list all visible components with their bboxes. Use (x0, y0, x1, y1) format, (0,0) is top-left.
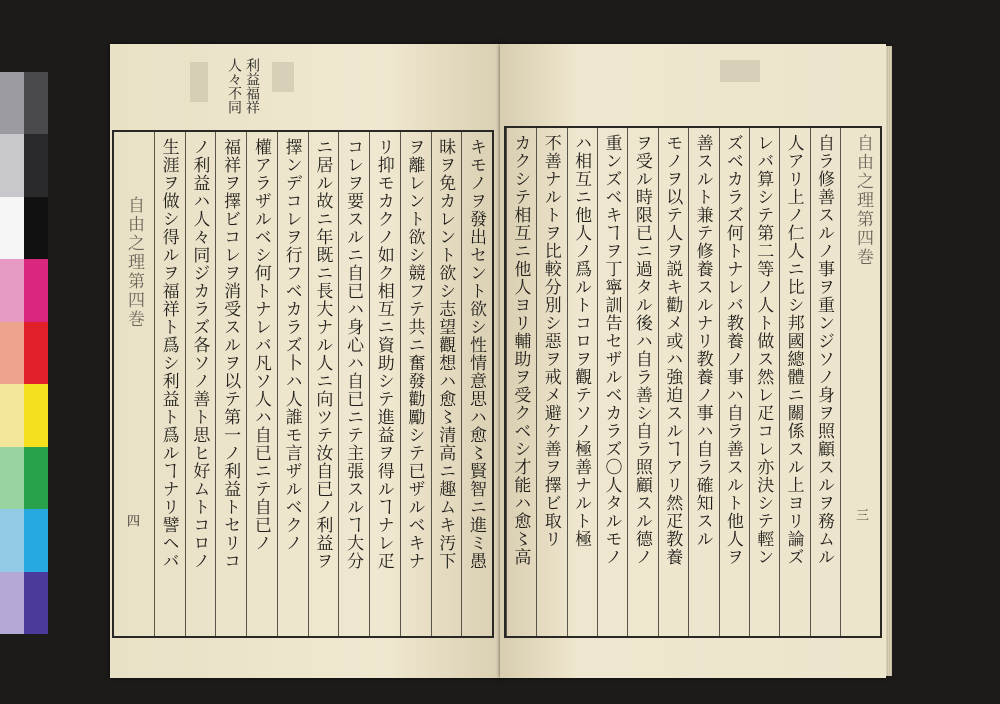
color-swatch (0, 259, 24, 321)
text-column: リ抑モカクノ如ク相互ニ資助シテ進益ヲ得ルヿナレ疋 (369, 132, 400, 636)
color-swatch (24, 447, 48, 509)
color-swatch (0, 509, 24, 571)
color-swatch (0, 572, 24, 634)
text-column: ズベカラズ何トナレバ教養ノ事ハ自ラ善スルト他人ヲ (719, 128, 749, 636)
color-swatch (24, 509, 48, 571)
text-column: 人アリ上ノ仁人ニ比シ邦國總體ニ關係スル上ヨリ論ズ (779, 128, 809, 636)
color-swatch (0, 322, 24, 384)
color-calibration-strip (0, 72, 48, 634)
color-swatch (24, 72, 48, 134)
left-page-text (154, 132, 492, 636)
color-swatch (0, 72, 24, 134)
headnote-line: 人々不同 (226, 58, 242, 114)
show-through-mark (720, 60, 760, 82)
color-strip-row (0, 572, 48, 634)
text-column: キモノヲ發出セント欲シ性情意思ハ愈〻賢智ニ進ミ愚 (461, 132, 492, 636)
color-strip-row (0, 72, 48, 134)
color-swatch (0, 197, 24, 259)
text-column: ハ相互ニ他人ノ爲ルトコロヲ觀テソノ極善ナルト極 (567, 128, 597, 636)
color-strip-row (0, 259, 48, 321)
headnote (226, 58, 260, 114)
text-column: モノヲ以テ人ヲ説キ勸メ或ハ強迫スルヿアリ然疋教養 (658, 128, 688, 636)
left-running-title: 自由之理第四巻 (124, 196, 144, 329)
text-column: 福祥ヲ擇ビコレヲ消受スルヲ以テ第一ノ利益トセリコ (215, 132, 246, 636)
color-swatch (24, 572, 48, 634)
headnote-line: 利益福祥 (244, 58, 260, 114)
right-margin-rule (840, 128, 841, 636)
color-swatch (24, 134, 48, 196)
text-column: コレヲ要スルニ自已ハ身心ハ自已ニテ主張スルヿ大分 (338, 132, 369, 636)
text-column: 昧ヲ免カレント欲シ志望觀想ハ愈〻清高ニ趣ムキ汚下 (431, 132, 462, 636)
color-swatch (0, 134, 24, 196)
right-page-text (506, 128, 840, 636)
right-running-title: 自由之理第四巻 (853, 134, 873, 267)
color-strip-row (0, 134, 48, 196)
text-column: 擇ンデコレヲ行フベカラズ卜ハ人誰モ言ザルベクノ (277, 132, 308, 636)
text-column: 不善ナルトヲ比較分別シ惡ヲ戒メ避ケ善ヲ擇ビ取リ (536, 128, 566, 636)
show-through-mark (272, 62, 294, 92)
color-strip-row (0, 197, 48, 259)
page-edge (886, 46, 892, 676)
right-page-number: 三 (853, 508, 868, 521)
text-column: 善スルト兼テ修養スルナリ教養ノ事ハ自ラ確知スル (688, 128, 718, 636)
color-swatch (24, 384, 48, 446)
text-column: ヲ離レント欲シ競フテ共ニ奮發勸勵シテ已ザルベキナ (400, 132, 431, 636)
color-strip-row (0, 509, 48, 571)
color-strip-row (0, 384, 48, 446)
text-column: ヲ受ル時限已ニ過タル後ハ自ラ善シ自ラ照顧スル德ノ (627, 128, 657, 636)
text-column: ニ居ル故ニ年既ニ長大ナル人ニ向ツテ汝自已ノ利益ヲ (308, 132, 339, 636)
text-column: カクシテ相互ニ他人ヨリ輔助ヲ受クベシ才能ハ愈〻高 (506, 128, 536, 636)
left-page-number: 四 (124, 514, 139, 527)
text-column: 生涯ヲ做シ得ルヲ福祥ト爲シ利益ト爲ルヿナリ譬ヘバ (154, 132, 185, 636)
color-swatch (0, 447, 24, 509)
color-strip-row (0, 447, 48, 509)
color-swatch (0, 384, 24, 446)
color-strip-row (0, 322, 48, 384)
color-swatch (24, 322, 48, 384)
text-column: 重ンズベキヿヲ丁寧訓告セザルベカラズ〇人タルモノ (597, 128, 627, 636)
text-column: 權アラザルベシ何トナレバ凡ソ人ハ自已ニテ自已ノ (246, 132, 277, 636)
color-swatch (24, 197, 48, 259)
show-through-mark (190, 62, 208, 102)
text-column: 自ラ修善スルノ事ヲ重ンジソノ身ヲ照顧スルヲ務ムル (810, 128, 840, 636)
color-swatch (24, 259, 48, 321)
text-column: ノ利益ハ人々同ジカラズ各ソノ善ト思ヒ好ムトコロノ (185, 132, 216, 636)
text-column: レバ算シテ第二等ノ人ト做ス然レ疋コレ亦決シテ輕ン (749, 128, 779, 636)
